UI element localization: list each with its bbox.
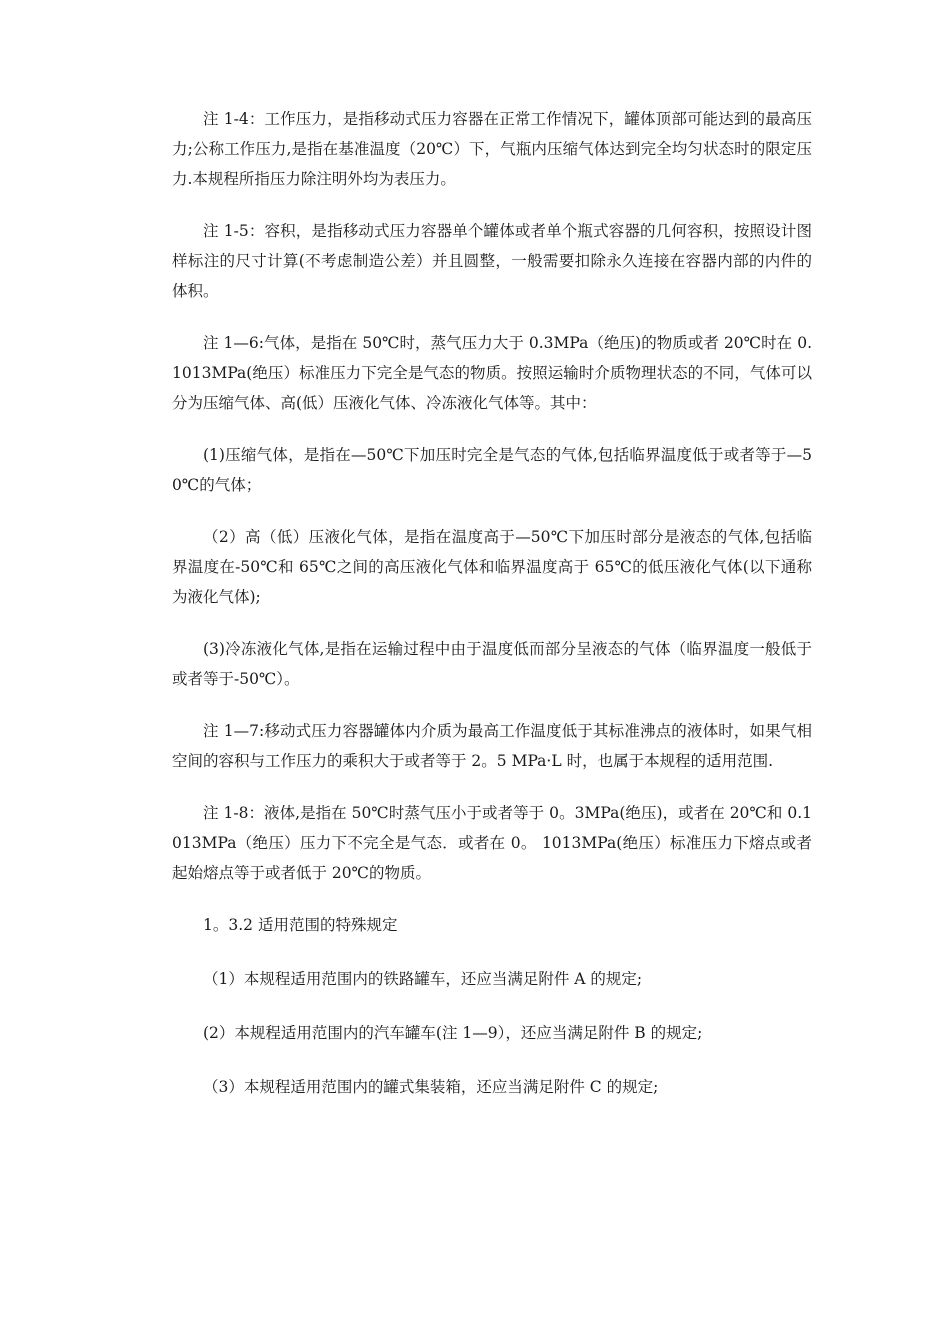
list-item-railway-tank: （1）本规程适用范围内的铁路罐车，还应当满足附件 A 的规定; — [203, 970, 643, 988]
liquefied-gas-paragraph: （2）高（低）压液化气体，是指在温度高于—50℃下加压时部分是液态的气体,包括临界温度在-50℃和 65℃之间的高压液化气体和临界温度高于 65℃的低压液化气体(以下通称为液化气体); — [172, 528, 812, 606]
note-1-6-paragraph: 注 1—6:气体，是指在 50℃时，蒸气压力大于 0.3MPa（绝压)的物质或者 20℃时在 0.1013MPa(绝压）标准压力下完全是气态的物质。按照运输时介质物理状态的不同，气体可以分为压缩气体、高(低）压液化气体、冷冻液化气体等。其中： — [172, 334, 812, 412]
note-1-8-paragraph: 注 1-8：液体,是指在 50℃时蒸气压小于或者等于 0。3MPa(绝压)，或者在 20℃和 0.1013MPa（绝压）压力下不完全是气态．或者在 0。 1013MPa(绝压）标准压力下熔点或者起始熔点等于或者低于 20℃的物质。 — [172, 804, 812, 882]
document-body — [172, 104, 812, 1126]
compressed-gas-paragraph: (1)压缩气体，是指在—50℃下加压时完全是气态的气体,包括临界温度低于或者等于—50℃的气体； — [172, 446, 812, 494]
section-heading: 1。3.2 适用范围的特殊规定 — [203, 916, 398, 934]
note-1-4-paragraph: 注 1-4：工作压力，是指移动式压力容器在正常工作情况下，罐体顶部可能达到的最高压力;公称工作压力,是指在基准温度（20℃）下，气瓶内压缩气体达到完全均匀状态时的限定压力.本规程所指压力除注明外均为表压力。 — [172, 110, 812, 188]
refrigerated-gas-paragraph: (3)冷冻液化气体,是指在运输过程中由于温度低而部分呈液态的气体（临界温度一般低于或者等于-50℃）。 — [172, 640, 812, 688]
list-item-road-tank: (2）本规程适用范围内的汽车罐车(注 1—9），还应当满足附件 B 的规定; — [203, 1024, 703, 1042]
note-1-5-paragraph: 注 1-5：容积，是指移动式压力容器单个罐体或者单个瓶式容器的几何容积，按照设计图样标注的尺寸计算(不考虑制造公差）并且圆整，一般需要扣除永久连接在容器内部的内件的体积。 — [172, 222, 812, 300]
list-item-tank-container: （3）本规程适用范围内的罐式集装箱，还应当满足附件 C 的规定; — [203, 1078, 659, 1096]
note-1-7-paragraph: 注 1—7:移动式压力容器罐体内介质为最高工作温度低于其标准沸点的液体时，如果气相空间的容积与工作压力的乘积大于或者等于 2。5 MPa·L 时，也属于本规程的适用范围. — [172, 722, 812, 770]
